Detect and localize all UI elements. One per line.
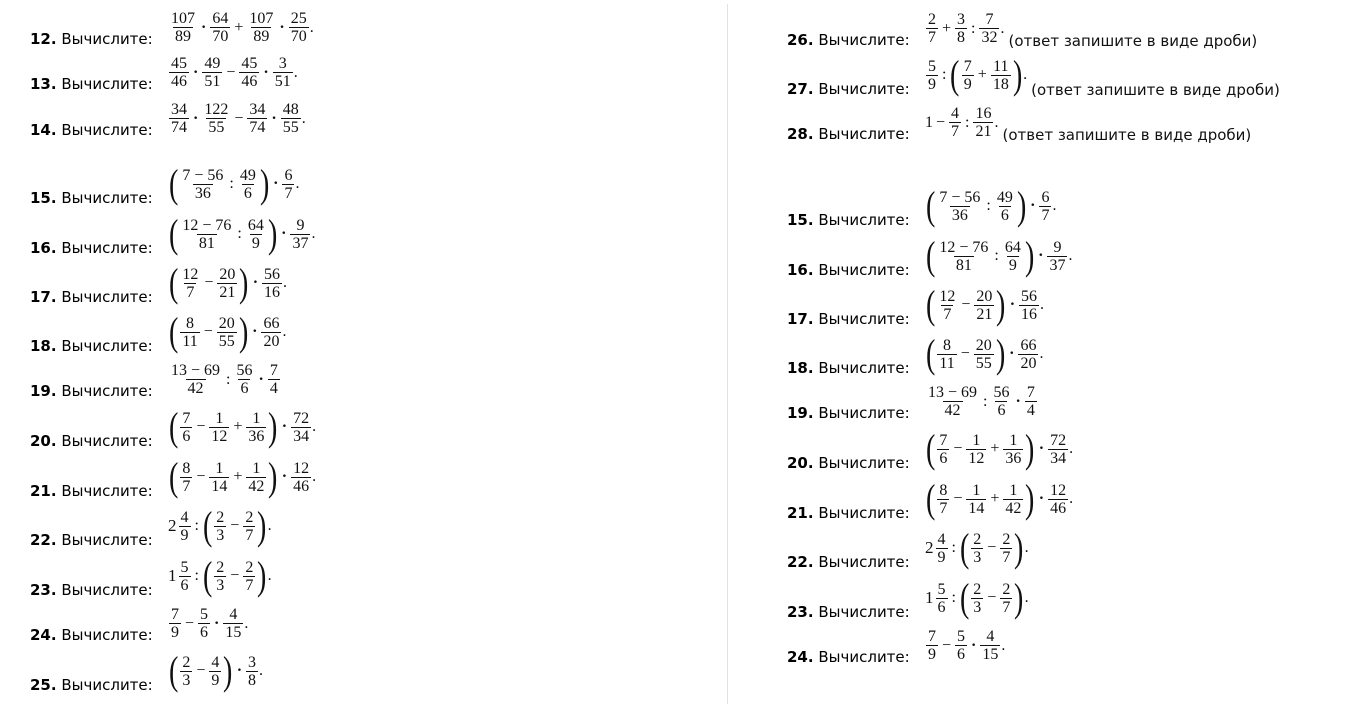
expression: $\frac{13 - 69}{42}$ : $\frac{56}{6}$ · $\frac{7}{4}$ xyxy=(171,362,278,397)
expression: ( $\frac{12 - 76}{81}$ : $\frac{64}{9}$ ) · $\frac{9}{37}$ . xyxy=(168,211,316,256)
expression: ( $\frac{2}{3}$ − $\frac{4}{9}$ ) · $\frac{3}{8}$ . xyxy=(168,648,264,693)
expression: $\frac{34}{74}$ · $\frac{122}{55}$ − $\frac{34}{74}$ · $\frac{48}{55}$ . xyxy=(171,101,306,136)
expression: ( $\frac{8}{7}$ − $\frac{1}{14}$ + $\frac{1}{42}$ ) · $\frac{12}{46}$ . xyxy=(168,454,317,499)
expression: ( $\frac{7}{6}$ − $\frac{1}{12}$ + $\frac{1}{36}$ ) · $\frac{72}{34}$ . xyxy=(168,404,317,449)
expression: ( $\frac{7 - 56}{36}$ : $\frac{49}{6}$ ) · $\frac{6}{7}$ . xyxy=(925,183,1057,228)
expression: $\frac{5}{9}$ : ( $\frac{7}{9}$ + $\frac{11}{18}$ ) . (ответ запишите в виде дроби) xyxy=(928,52,1280,99)
expression: ( $\frac{12}{7}$ − $\frac{20}{21}$ ) · $\frac{56}{16}$ . xyxy=(925,282,1045,327)
expression: 1 $\frac{5}{6}$ : ( $\frac{2}{3}$ − $\frac{2}{7}$ ) . xyxy=(168,553,272,598)
expression: $\frac{7}{9}$ − $\frac{5}{6}$ · $\frac{4}{15}$ . xyxy=(928,628,1006,663)
expression: $\frac{2}{7}$ + $\frac{3}{8}$ : $\frac{7}{32}$ . (ответ запишите в виде дроби) xyxy=(928,11,1258,50)
expression: ( $\frac{7 - 56}{36}$ : $\frac{49}{6}$ ) · $\frac{6}{7}$ . xyxy=(168,161,300,206)
expression: ( $\frac{12 - 76}{81}$ : $\frac{64}{9}$ ) · $\frac{9}{37}$ . xyxy=(925,233,1073,278)
expression: $\frac{13 - 69}{42}$ : $\frac{56}{6}$ · $\frac{7}{4}$ xyxy=(928,384,1035,419)
expression: 1 − $\frac{4}{7}$ : $\frac{16}{21}$ . (ответ запишите в виде дроби) xyxy=(925,105,1252,144)
expression: 2 $\frac{4}{9}$ : ( $\frac{2}{3}$ − $\frac{2}{7}$ ) . xyxy=(925,525,1029,570)
answer-note: (ответ запишите в виде дроби) xyxy=(1008,32,1258,50)
expression: ( $\frac{7}{6}$ − $\frac{1}{12}$ + $\frac{1}{36}$ ) · $\frac{72}{34}$ . xyxy=(925,426,1074,471)
expression: $\frac{45}{46}$ · $\frac{49}{51}$ − $\frac{45}{46}$ · $\frac{3}{51}$ . xyxy=(171,55,298,90)
expression: ( $\frac{8}{11}$ − $\frac{20}{55}$ ) · $\frac{66}{20}$ . xyxy=(925,331,1044,376)
answer-note: (ответ запишите в виде дроби) xyxy=(1031,81,1280,99)
expression: 1 $\frac{5}{6}$ : ( $\frac{2}{3}$ − $\frac{2}{7}$ ) . xyxy=(925,575,1029,620)
answer-note: (ответ запишите в виде дроби) xyxy=(1002,126,1252,144)
expression: ( $\frac{12}{7}$ − $\frac{20}{21}$ ) · $\frac{56}{16}$ . xyxy=(168,260,288,305)
expression: 2 $\frac{4}{9}$ : ( $\frac{2}{3}$ − $\frac{2}{7}$ ) . xyxy=(168,503,272,548)
expression: $\frac{107}{89}$ · $\frac{64}{70}$ + $\frac{107}{89}$ · $\frac{25}{70}$ . xyxy=(171,10,314,45)
expression: ( $\frac{8}{11}$ − $\frac{20}{55}$ ) · $\frac{66}{20}$ . xyxy=(168,309,287,354)
column-divider xyxy=(727,4,728,704)
expression: ( $\frac{8}{7}$ − $\frac{1}{14}$ + $\frac{1}{42}$ ) · $\frac{12}{46}$ . xyxy=(925,476,1074,521)
expression: $\frac{7}{9}$ − $\frac{5}{6}$ · $\frac{4}{15}$ . xyxy=(171,606,249,641)
